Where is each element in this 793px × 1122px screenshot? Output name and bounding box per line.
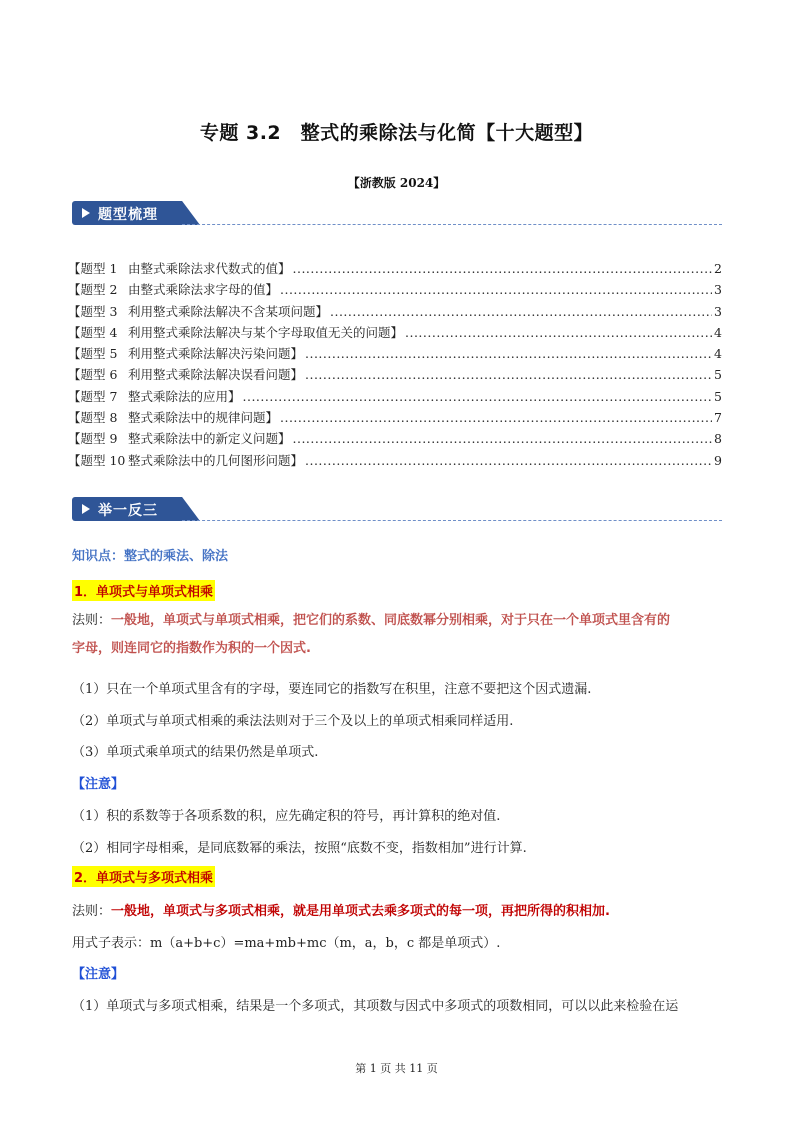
toc-entry-title: 利用整式乘除法解决与某个字母取值无关的问题】 [128,324,404,340]
toc-entry-number: 【题型 5 [68,346,118,362]
toc-entry-number: 【题型 9 [68,431,118,447]
toc-entry[interactable] [68,428,722,449]
toc-entry-title: 整式乘除法中的规律问题】 [128,410,279,426]
toc-leader-dots [330,301,712,322]
toc-entry[interactable] [68,364,722,385]
toc-entry-page: 5 [714,388,722,404]
toc-entry-page: 7 [714,410,722,426]
part2-heading: 2．单项式与多项式相乘 [72,866,215,887]
part2-note: （1）单项式与多项式相乘，结果是一个多项式，其项数与因式中多项式的项数相同，可以以此来检验在运 [72,999,679,1014]
toc-entry-title: 利用整式乘除法解决不含某项问题】 [128,303,329,319]
rule-text-line2: 字母，则连同它的指数作为积的一个因式. [72,641,311,656]
part1-rule [72,607,722,663]
toc-leader-dots [305,364,712,385]
part1-note: （2）相同字母相乘，是同底数幂的乘法，按照“底数不变，指数相加”进行计算. [72,841,527,856]
section-header-toc [72,201,722,227]
toc-entry-title: 整式乘除法的应用】 [128,388,241,404]
play-arrow-icon [82,504,90,514]
toc-entry-page: 5 [714,367,722,383]
table-of-contents [68,258,722,471]
dashed-divider [182,520,722,521]
toc-entry-title: 利用整式乘除法解决污染问题】 [128,346,304,362]
toc-entry-title: 由整式乘除法求代数式的值】 [128,261,291,276]
rule-text: 一般地，单项式与多项式相乘，就是用单项式去乘多项式的每一项，再把所得的积相加. [111,904,610,919]
toc-entry-page: 4 [714,324,722,340]
page-title: 专题 3.2 整式的乘除法与化简【十大题型】 [199,122,594,144]
toc-entry-page: 9 [714,452,722,468]
toc-entry-number: 【题型 7 [68,388,118,404]
toc-entry-number: 【题型 4 [68,324,118,340]
toc-entry-number: 【题型 3 [68,303,118,319]
section-label: 题型梳理 [98,207,158,223]
toc-entry[interactable] [68,279,722,300]
toc-entry[interactable] [68,386,722,407]
page-footer: 第 1 页 共 11 页 [355,1062,438,1075]
play-arrow-icon [82,208,90,218]
toc-leader-dots [280,407,712,428]
page-subtitle: 【浙教版 2024】 [347,176,446,190]
toc-entry-page: 3 [714,303,722,319]
toc-entry-number: 【题型 6 [68,367,118,383]
toc-entry-title: 利用整式乘除法解决误看问题】 [128,367,304,383]
part1-item: （1）只在一个单项式里含有的字母，要连同它的指数写在积里，注意不要把这个因式遗漏. [72,682,592,697]
rule-text-line1: 一般地，单项式与单项式相乘，把它们的系数、同底数幂分别相乘，对于只在一个单项式里含有的 [111,613,671,628]
toc-entry[interactable] [68,322,722,343]
toc-entry[interactable] [68,301,722,322]
toc-leader-dots [305,450,712,471]
toc-entry-page: 2 [714,261,722,276]
part1-note: （1）积的系数等于各项系数的积，应先确定积的符号，再计算积的绝对值. [72,809,501,824]
section-label: 举一反三 [98,503,158,519]
toc-leader-dots [280,279,712,300]
toc-entry[interactable] [68,407,722,428]
toc-entry-title: 整式乘除法中的新定义问题】 [128,431,291,447]
note-label: 【注意】 [72,967,125,982]
toc-leader-dots [293,428,713,449]
toc-entry[interactable] [68,343,722,364]
toc-leader-dots [405,322,712,343]
knowledge-point-heading: 知识点：整式的乘法、除法 [72,549,229,564]
toc-entry-title: 由整式乘除法求字母的值】 [128,282,279,298]
rule-prefix: 法则： [72,904,112,919]
part2-rule [72,900,722,919]
toc-entry-number: 【题型 2 [68,282,118,298]
toc-entry-number: 【题型 1 [68,261,118,276]
toc-entry-page: 4 [714,346,722,362]
part1-item: （3）单项式乘单项式的结果仍然是单项式. [72,745,319,760]
toc-entry[interactable] [68,450,722,471]
toc-leader-dots [293,258,713,279]
toc-entry-number: 【题型 8 [68,410,118,426]
toc-entry[interactable] [68,258,722,279]
toc-entry-number: 【题型 10 [68,452,126,468]
toc-entry-page: 8 [714,431,722,447]
section-header-examples [72,497,722,523]
rule-prefix: 法则： [72,613,112,628]
part1-item: （2）单项式与单项式相乘的乘法法则对于三个及以上的单项式相乘同样适用. [72,714,514,729]
part2-formula: 用式子表示：m（a+b+c）=ma+mb+mc（m，a，b，c 都是单项式）. [72,936,501,951]
toc-leader-dots [243,386,713,407]
toc-leader-dots [305,343,712,364]
toc-entry-title: 整式乘除法中的几何图形问题】 [128,452,304,468]
dashed-divider [182,224,722,225]
toc-entry-page: 3 [714,282,722,298]
note-label: 【注意】 [72,777,125,792]
part1-heading: 1．单项式与单项式相乘 [72,580,215,601]
